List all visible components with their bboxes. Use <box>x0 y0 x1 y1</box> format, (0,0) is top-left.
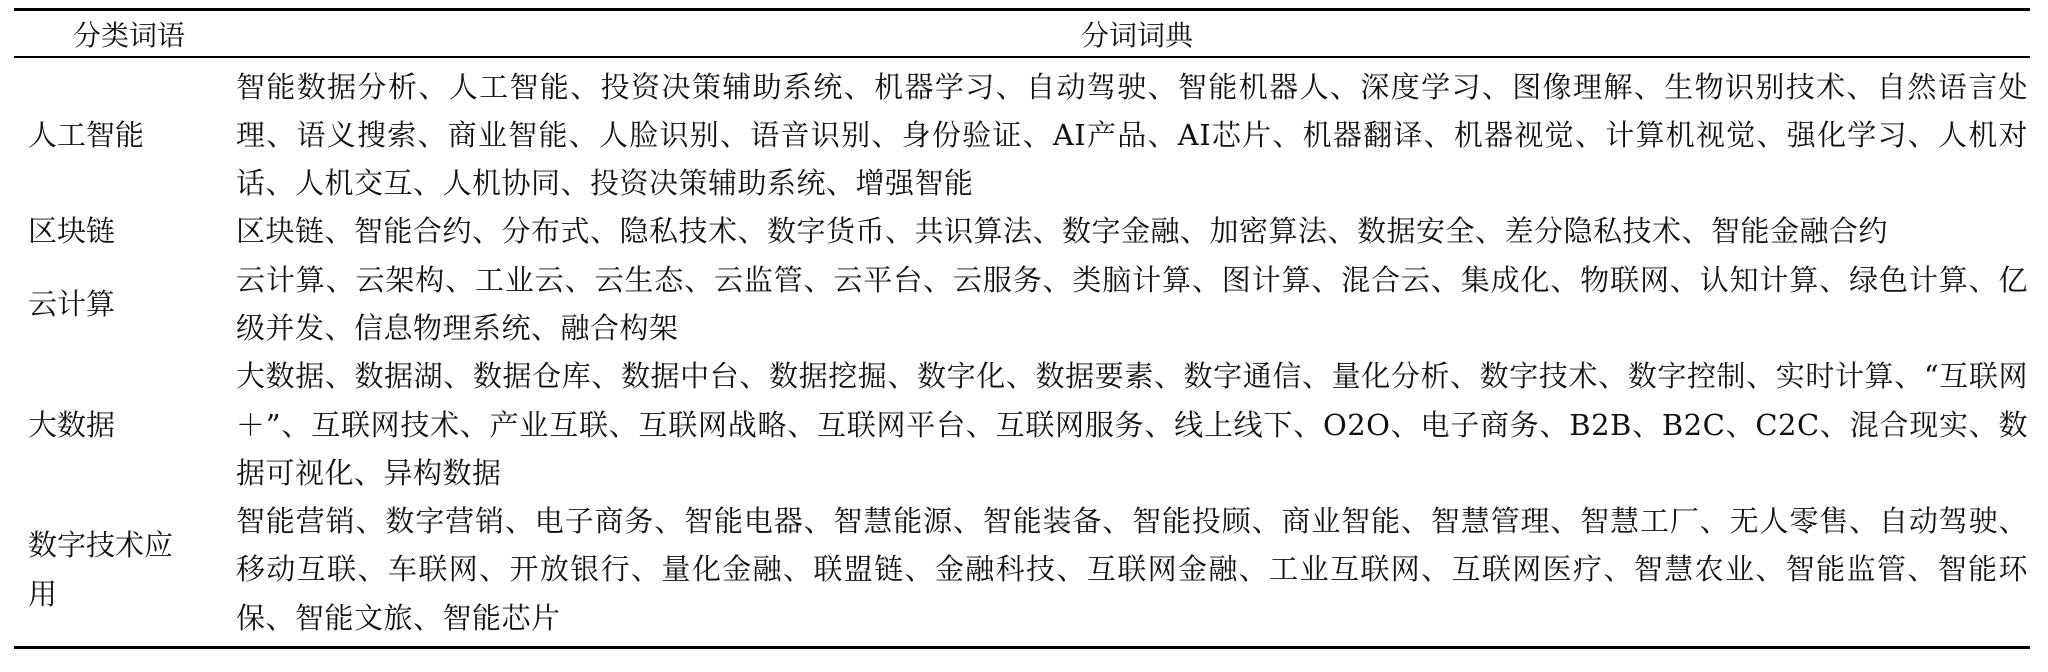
header-category: 分类词语 <box>72 18 185 52</box>
row-terms: 云计算、云架构、工业云、云生态、云监管、云平台、云服务、类脑计算、图计算、混合云、集成化、物联网、认知计算、绿色计算、亿级并发、信息物理系统、融合构架 <box>236 262 2028 345</box>
row-category: 人工智能 <box>28 117 145 152</box>
row-terms: 智能营销、数字营销、电子商务、智能电器、智慧能源、智能装备、智能投顾、商业智能、智慧管理、智慧工厂、无人零售、自动驾驶、移动互联、车联网、开放银行、量化金融、联盟链、金融科技、互联网金融、工业互联网、互联网医疗、智慧农业、智能监管、智能环保、智能文旅、智能芯片 <box>236 504 2028 635</box>
table-row-digital-apps <box>14 497 2030 642</box>
table-row-ai <box>14 63 2030 208</box>
row-category: 大数据 <box>28 407 116 442</box>
table-header <box>14 11 2030 56</box>
row-category: 数字技术应用 <box>28 528 174 611</box>
table-row-bigdata <box>14 352 2030 497</box>
row-category: 云计算 <box>28 286 116 321</box>
row-terms: 区块链、智能合约、分布式、隐私技术、数字货币、共识算法、数字金融、加密算法、数据安全、差分隐私技术、智能金融合约 <box>236 214 1889 249</box>
table-body <box>14 58 2030 647</box>
table-row-blockchain <box>14 207 2030 255</box>
table-bottom-rule <box>14 646 2030 649</box>
row-category: 区块链 <box>28 214 116 249</box>
header-dictionary: 分词词典 <box>1080 18 1193 52</box>
table-row-cloud <box>14 256 2030 353</box>
row-terms: 智能数据分析、人工智能、投资决策辅助系统、机器学习、自动驾驶、智能机器人、深度学习、图像理解、生物识别技术、自然语言处理、语义搜索、商业智能、人脸识别、语音识别、身份验证、AI产品、AI芯片、机器翻译、机器视觉、计算机视觉、强化学习、人机对话、人机交互、人机协同、投资决策辅助系统、增强智能 <box>236 69 2028 201</box>
dictionary-table <box>14 8 2030 649</box>
row-terms: 大数据、数据湖、数据仓库、数据中台、数据挖掘、数字化、数据要素、数字通信、量化分析、数字技术、数字控制、实时计算、“互联网＋”、互联网技术、产业互联、互联网战略、互联网平台、互联网服务、线上线下、O2O、电子商务、B2B、B2C、C2C、混合现实、数据可视化、异构数据 <box>236 359 2028 490</box>
